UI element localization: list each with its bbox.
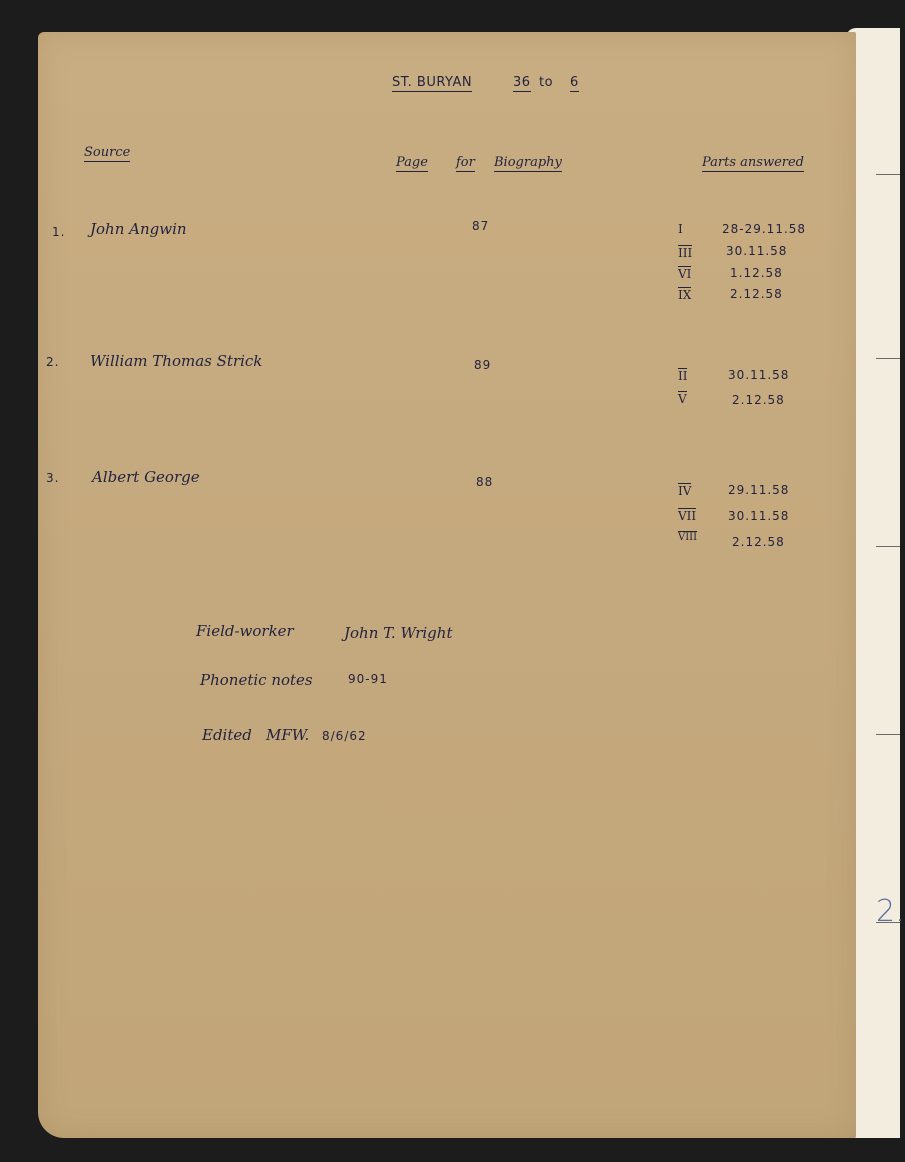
fieldworker-name: John T. Wright (344, 624, 453, 642)
edited-date: 8/6/62 (322, 729, 367, 743)
biography-page: 87 (472, 219, 490, 233)
part-number: VIII (678, 532, 698, 543)
document-sheet (38, 32, 856, 1138)
biography-page: 89 (474, 358, 492, 372)
source-number: 3. (46, 471, 60, 485)
part-date: 30.11.58 (728, 509, 790, 523)
title-place: ST. BURYAN (392, 75, 473, 90)
part-number: I (678, 222, 683, 236)
header-for: for (456, 155, 475, 170)
part-date: 29.11.58 (728, 483, 790, 497)
biography-page: 88 (476, 475, 494, 489)
part-number: V (678, 392, 687, 406)
part-date: 1.12.58 (730, 266, 783, 280)
header-biography: Biography (494, 155, 562, 170)
header-page: Page (396, 155, 428, 170)
title-num-a: 36 (513, 75, 531, 90)
part-date: 2.12.58 (730, 287, 783, 301)
part-number: IX (678, 288, 692, 302)
phonetic-notes-label: Phonetic notes (200, 671, 313, 689)
title-to: to (539, 75, 554, 90)
title-num-b: 6 (570, 75, 579, 90)
part-date: 30.11.58 (726, 244, 788, 258)
part-number: VI (678, 267, 692, 281)
source-number: 1. (52, 225, 66, 239)
next-page-rule (876, 358, 900, 359)
source-name: William Thomas Strick (90, 352, 263, 370)
part-number: II (678, 369, 688, 383)
part-number: IV (678, 484, 692, 498)
header-source: Source (84, 145, 131, 160)
source-name: Albert George (92, 468, 200, 486)
phonetic-notes-pages: 90-91 (348, 672, 388, 686)
part-date: 28-29.11.58 (722, 222, 807, 236)
source-name: John Angwin (90, 220, 187, 238)
next-page-rule (876, 546, 900, 547)
next-page-rule (876, 734, 900, 735)
source-number: 2. (46, 355, 60, 369)
part-date: 2.12.58 (732, 535, 785, 549)
edited-initials: MFW. (266, 726, 310, 744)
part-date: 2.12.58 (732, 393, 785, 407)
header-parts-answered: Parts answered (702, 155, 805, 170)
fieldworker-label: Field-worker (196, 622, 294, 640)
edited-label: Edited (202, 726, 252, 744)
part-number: III (678, 246, 693, 260)
part-number: VII (678, 509, 697, 523)
next-page-number: 2. (876, 894, 905, 929)
part-date: 30.11.58 (728, 368, 790, 382)
next-page-rule (876, 174, 900, 175)
